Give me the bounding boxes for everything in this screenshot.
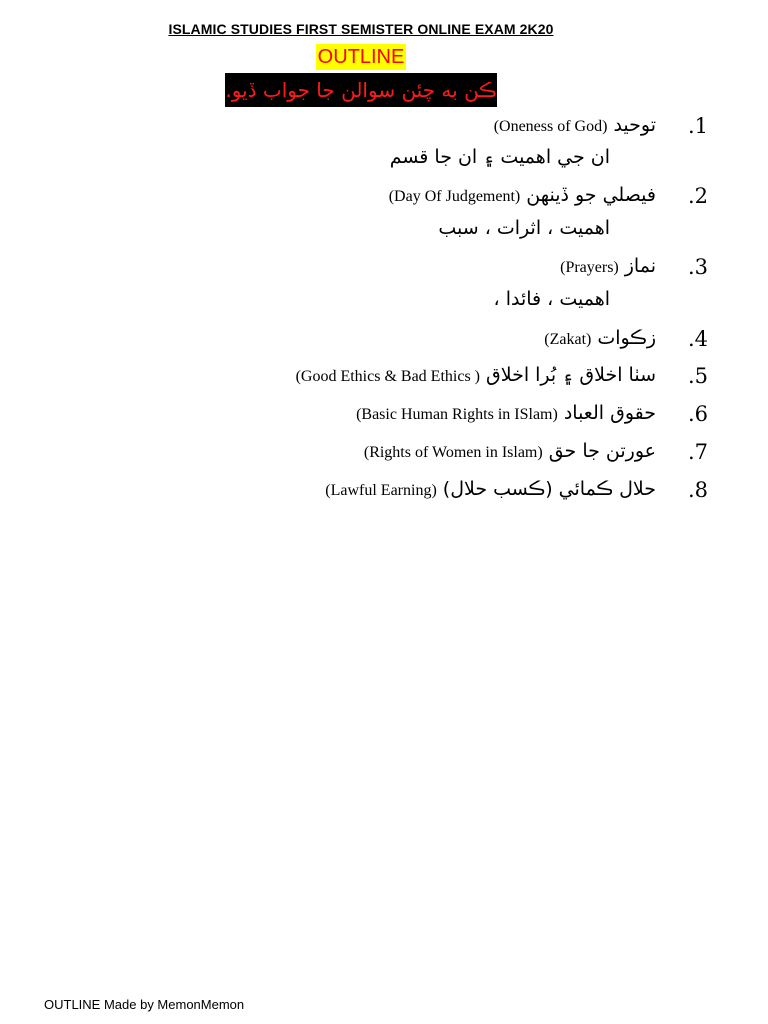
item-urdu-title: حقوق العباد (563, 402, 656, 424)
page-footer: OUTLINE Made by MemonMemon (44, 997, 245, 1012)
page-title: ISLAMIC STUDIES FIRST SEMISTER ONLINE EXAM 2K20 (168, 21, 554, 37)
item-number: .4 (687, 327, 708, 351)
item-urdu-title: زڪوات (597, 327, 656, 349)
outline-item-2 (388, 184, 708, 208)
item-number: .8 (687, 478, 708, 502)
outline-item-1 (493, 114, 708, 138)
item-urdu-title: نماز (624, 255, 656, 277)
item-number: .6 (687, 402, 708, 426)
item-english-title: (Day Of Judgement) (388, 188, 521, 205)
item-number: .2 (687, 184, 708, 208)
item-number: .5 (687, 364, 708, 388)
item-english-title: (Good Ethics & Bad Ethics ) (295, 368, 480, 385)
outline-item-1-subtopics: ان جي اهميت ۽ ان جا قسم (389, 146, 610, 168)
item-number: .3 (687, 255, 708, 279)
subtitle-container (0, 44, 722, 70)
item-urdu-title: سٺا اخلاق ۽ بُرا اخلاق (486, 364, 656, 386)
outline-item-7 (363, 440, 708, 464)
item-number: .1 (687, 114, 708, 138)
item-english-title: (Lawful Earning) (325, 482, 437, 499)
outline-item-4 (544, 327, 708, 351)
outline-item-2-subtopics: اهميت ، اثرات ، سبب (438, 217, 610, 239)
item-number: .7 (687, 440, 708, 464)
outline-item-3 (560, 255, 708, 279)
item-english-title: (Oneness of God) (493, 118, 608, 135)
instruction-banner: ڪن به چئن سوالن جا جواب ڏيو. (225, 73, 497, 107)
outline-item-8 (325, 478, 708, 502)
item-urdu-title: توحيد (613, 114, 656, 136)
item-english-title: (Prayers) (560, 259, 619, 276)
item-english-title: (Zakat) (544, 331, 592, 348)
item-urdu-title: حلال ڪمائي (ڪسب حلال) (442, 478, 656, 500)
item-english-title: (Rights of Women in Islam) (363, 444, 543, 461)
outline-item-3-subtopics: اهميت ، فائدا ، (493, 288, 610, 310)
item-english-title: (Basic Human Rights in ISlam) (356, 406, 558, 423)
item-urdu-title: فيصلي جو ڏينهن (526, 184, 656, 206)
outline-item-6 (356, 402, 708, 426)
item-urdu-title: عورتن جا حق (548, 440, 656, 462)
subtitle-outline: OUTLINE (317, 46, 405, 68)
outline-item-5 (295, 364, 708, 388)
